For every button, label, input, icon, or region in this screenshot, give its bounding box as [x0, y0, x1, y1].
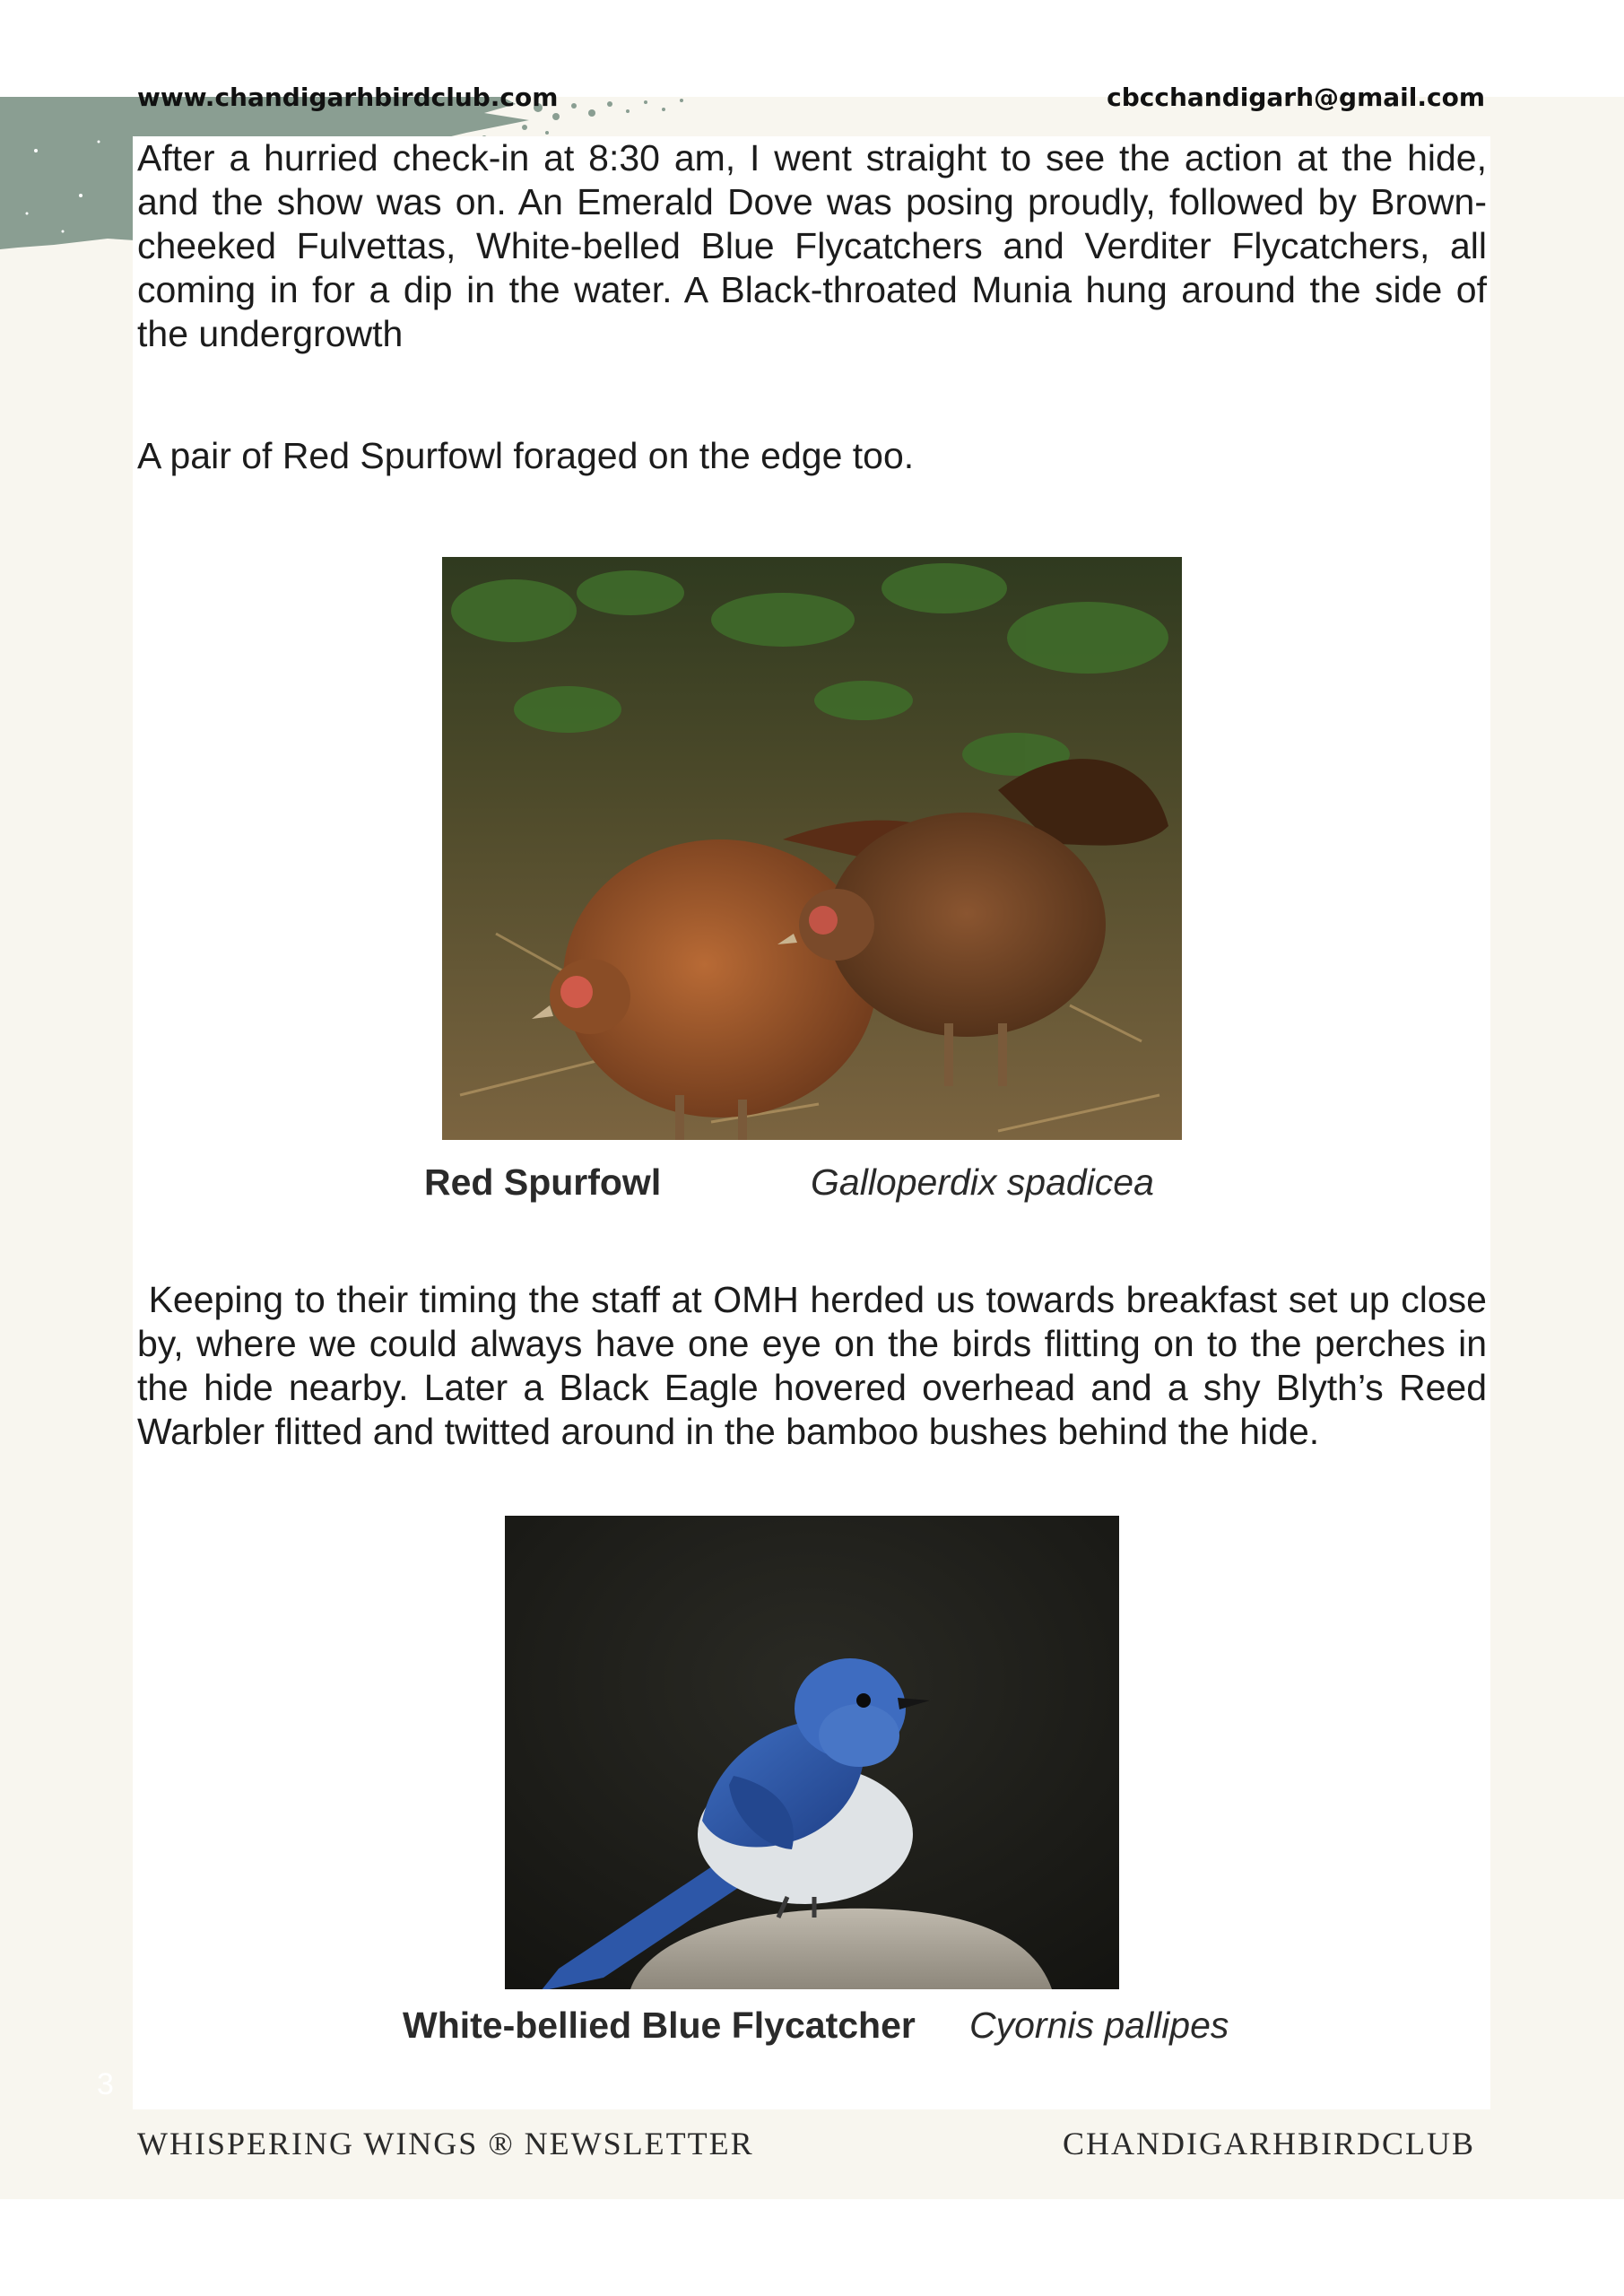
breakfast-paragraph: Keeping to their timing the staff at OMH herded us towards breakfast set up close by, where we could always have one eye on the birds flitting on to the perches in the hide nearby. Later a Black Eagle hovered overhead and a shy Blyth’s Reed Warbler flitted and twitted around in the bamboo bushes behind the hide.: [137, 1279, 1487, 1452]
spurfowl-paragraph: A pair of Red Spurfowl foraged on the edge too.: [137, 435, 915, 476]
flycatcher-scientific-name: Cyornis pallipes: [969, 2005, 1229, 2046]
page-number: 3: [97, 2067, 114, 2101]
club-name-footer: CHANDIGARHBIRDCLUB: [1062, 2126, 1475, 2161]
spurfowl-common-name: Red Spurfowl: [424, 1161, 662, 1203]
red-spurfowl-photo: [442, 557, 1182, 1140]
spurfowl-scientific-caption: [811, 1160, 1154, 1205]
flycatcher-common-name: White-bellied Blue Flycatcher: [403, 2005, 916, 2046]
newsletter-title-footer: WHISPERING WINGS ® NEWSLETTER: [137, 2126, 754, 2161]
spurfowl-scientific-name: Galloperdix spadicea: [811, 1161, 1154, 1203]
flycatcher-caption: [403, 2003, 916, 2048]
intro-paragraph: After a hurried check-in at 8:30 am, I went straight to see the action at the hide, and the show was on. An Emerald Dove was posing proudly, followed by Brown-cheeked Fulvettas, White-belled Blue Flycatchers and Verditer Flycatchers, all coming in for a dip in the water. A Black-throated Munia hung around the side of the undergrowth: [137, 137, 1487, 354]
website-link[interactable]: www.chandigarhbirdclub.com: [137, 83, 559, 112]
white-bellied-blue-flycatcher-photo: [505, 1516, 1119, 1989]
email-link[interactable]: cbcchandigarh@gmail.com: [1107, 83, 1485, 112]
spurfowl-caption: [424, 1160, 661, 1205]
flycatcher-scientific-caption: [969, 2003, 1229, 2048]
